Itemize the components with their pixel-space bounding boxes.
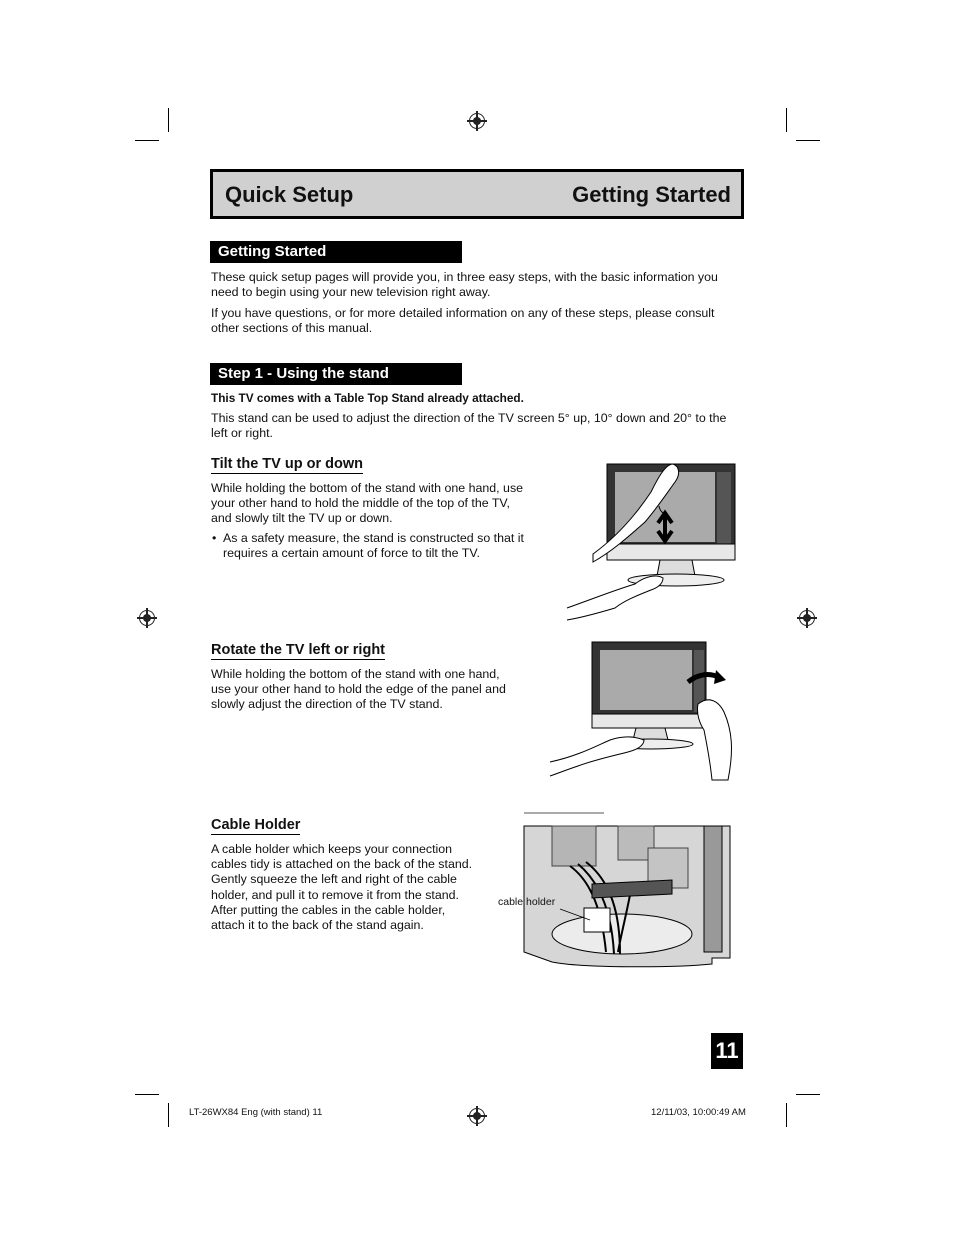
header-right-title: Getting Started bbox=[572, 182, 731, 207]
tilt-paragraph: While holding the bottom of the stand with one hand, use your other hand to hold the middle of the top of the TV, and slowly tilt the TV up or down. bbox=[211, 481, 524, 526]
footer-right: 12/11/03, 10:00:49 AM bbox=[651, 1107, 746, 1118]
crop-mark bbox=[786, 1103, 787, 1127]
crop-mark bbox=[786, 108, 787, 132]
crop-mark bbox=[796, 140, 820, 141]
tilt-heading: Tilt the TV up or down bbox=[211, 456, 363, 472]
section-heading-step1: Step 1 - Using the stand bbox=[210, 363, 462, 385]
registration-mark-icon bbox=[139, 610, 155, 626]
section-heading-getting-started: Getting Started bbox=[210, 241, 462, 263]
rotate-heading: Rotate the TV left or right bbox=[211, 642, 385, 658]
crop-mark bbox=[168, 108, 169, 132]
cable-holder-callout: cable holder bbox=[498, 896, 556, 908]
crop-mark bbox=[796, 1094, 820, 1095]
stand-direction-paragraph: This stand can be used to adjust the direction of the TV screen 5° up, 10° down and 20° to the left or right. bbox=[211, 411, 727, 441]
header-left-title: Quick Setup bbox=[225, 182, 354, 207]
rotate-paragraph: While holding the bottom of the stand with one hand, use your other hand to hold the edge of the panel and slowly adjust the direction of the TV stand. bbox=[211, 667, 506, 712]
rotate-illustration bbox=[548, 640, 736, 786]
registration-mark-icon bbox=[469, 113, 485, 129]
registration-mark-icon bbox=[469, 1108, 485, 1124]
cable-heading: Cable Holder bbox=[211, 817, 301, 833]
page-header bbox=[210, 169, 744, 219]
crop-mark bbox=[168, 1103, 169, 1127]
tilt-bullet-marker: • bbox=[212, 531, 217, 545]
tilt-bullet: As a safety measure, the stand is constructed so that it requires a certain amount of force to tilt the TV. bbox=[223, 531, 524, 561]
crop-mark bbox=[135, 140, 159, 141]
stand-attached-note: This TV comes with a Table Top Stand already attached. bbox=[211, 391, 524, 405]
consult-paragraph: If you have questions, or for more detailed information on any of these steps, please consult other sections of this manual. bbox=[211, 306, 715, 336]
registration-mark-icon bbox=[799, 610, 815, 626]
footer-left: LT-26WX84 Eng (with stand) 11 bbox=[189, 1107, 323, 1118]
crop-mark bbox=[135, 1094, 159, 1095]
page-number: 11 bbox=[711, 1033, 743, 1069]
cable-holder-illustration bbox=[522, 812, 736, 970]
tilt-illustration bbox=[565, 458, 740, 623]
intro-paragraph: These quick setup pages will provide you, in three easy steps, with the basic information you need to begin using your new television right away. bbox=[211, 270, 718, 300]
cable-paragraph: A cable holder which keeps your connection cables tidy is attached on the back of the stand. Gently squeeze the left and right of the cable holder, and pull it to remove it from the stand. After putting the cables in the cable holder, attach it to the back of the stand again. bbox=[211, 842, 473, 933]
